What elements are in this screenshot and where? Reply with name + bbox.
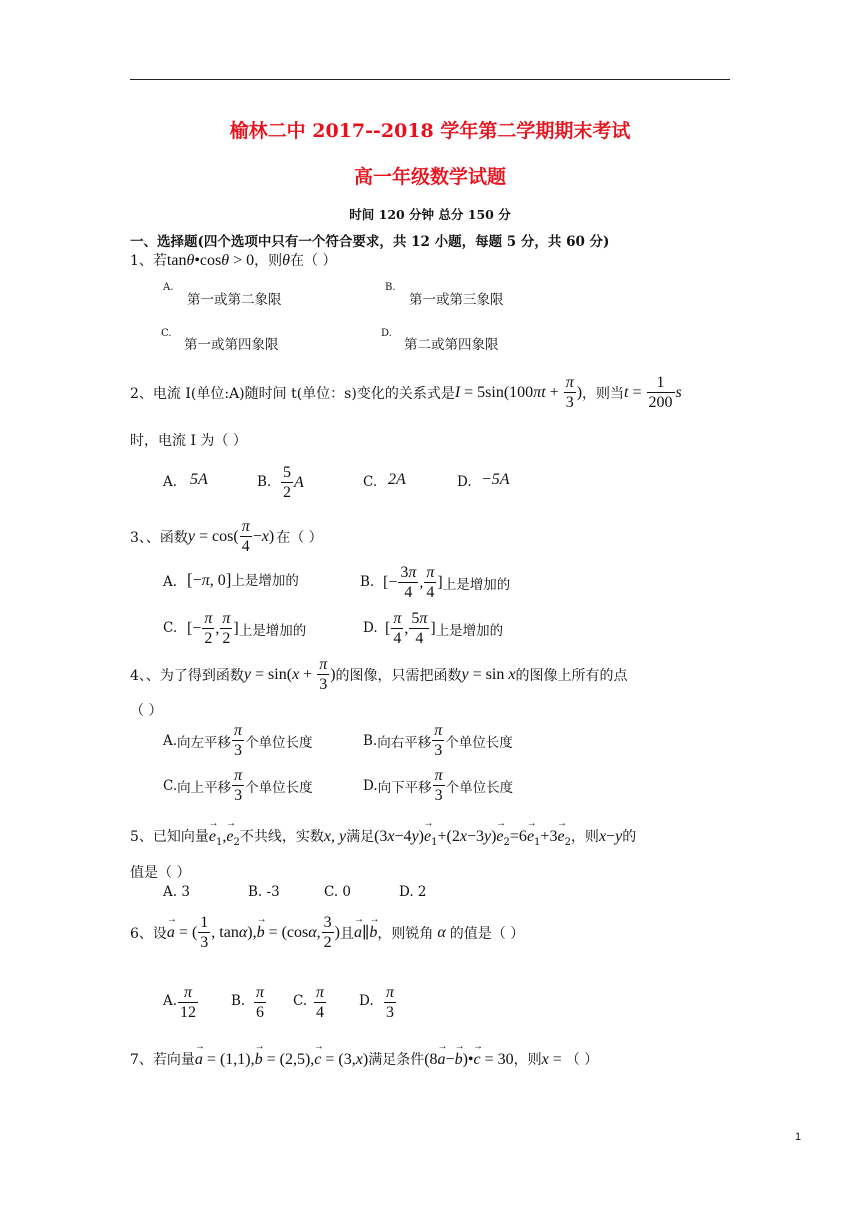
q6-options: A. $\frac{\pi}{12}$ B. $\frac{\pi}{6}$ C. $\frac{\pi}{4}$ D. $\frac{\pi}{3}$ bbox=[163, 984, 395, 1021]
exam-time-total: 时间 120 分钟 总分 150 分 bbox=[349, 207, 511, 222]
question-4-stem: 4、、为了得到函数y = sin(x + $\frac{\pi}{3}$ )的图像，只需把函数y = sin x的图像上所有的点 bbox=[130, 656, 628, 693]
section-heading: 一、选择题(四个选项中只有一个符合要求，共 12 小题，每题 5 分，共 60 分) bbox=[130, 234, 610, 250]
question-3-stem: 3、、函数y = cos( $\frac{\pi}{4}$ −x) 在（ ） bbox=[130, 518, 323, 555]
question-5-line2: 值是（ ） bbox=[130, 865, 191, 881]
question-4-paren: （ ） bbox=[130, 703, 163, 719]
q3-options: A. [−π, 0]上是增加的 B. [− $\frac{3\pi}{4}$ , $\frac{\pi}{4}$ ]上是增加的 C. [− $\frac{\pi}{2}$ , $\frac{\pi}{2}$ ]上是增加的 D. [ $\frac{\pi}{4}$ , $\frac{5\pi}{4}$ ]上是增加的 bbox=[163, 564, 511, 647]
q5-options: A. 3 B. -3 C. 0 D. 2 bbox=[163, 884, 427, 900]
question-5-stem: 5、已知向量→ $e_1,\to e_2$不共线，实数x, y满足$(3x-4y)\to e_1+(2x-3y)\to e_2=6\to e_1+3\to e_2$，则x−y的 bbox=[130, 826, 730, 848]
question-1-stem: 1、若tanθ•cosθ > 0，则θ在（ ） bbox=[130, 252, 337, 269]
question-7-stem: 7、若向量→ a = (1,1),→ b = (2,5),→ c = (3,x)满足条件(8→ a−→ b)•→ c = 30，则x = （ ） bbox=[130, 1049, 598, 1069]
exam-title: 榆林二中 2017--2018 学年第二学期期末考试 bbox=[229, 120, 631, 142]
question-6-stem: 6、设→ a = ( $\frac{1}{3}$ , tanα),→ b = (cosα, $\frac{3}{2}$ )且→ a∥→ b，则锐角 α 的值是（ ） bbox=[130, 915, 524, 951]
page-number: 1 bbox=[795, 1131, 802, 1143]
q2-options: A. 5A B. $\frac{5}{2}$ A C. 2A D. −5A bbox=[163, 464, 510, 501]
header-rule bbox=[130, 79, 730, 80]
question-2-stem: 2、电流 I(单位:A)随时间 t(单位：s)变化的关系式是I = 5sin(100πt + $\frac{\pi}{3}$ )，则当t = $\frac{1}{200}$ s bbox=[130, 374, 682, 411]
q4-options: A.向左平移 $\frac{\pi}{3}$ 个单位长度 B.向右平移 $\frac{\pi}{3}$ 个单位长度 C.向上平移 $\frac{\pi}{3}$ 个单位长度 D.向下平移 $\frac{\pi}{3}$ 个单位长度 bbox=[163, 722, 514, 804]
question-2-line2: 时，电流 I 为（ ） bbox=[130, 433, 247, 449]
exam-subtitle: 高一年级数学试题 bbox=[353, 166, 506, 188]
